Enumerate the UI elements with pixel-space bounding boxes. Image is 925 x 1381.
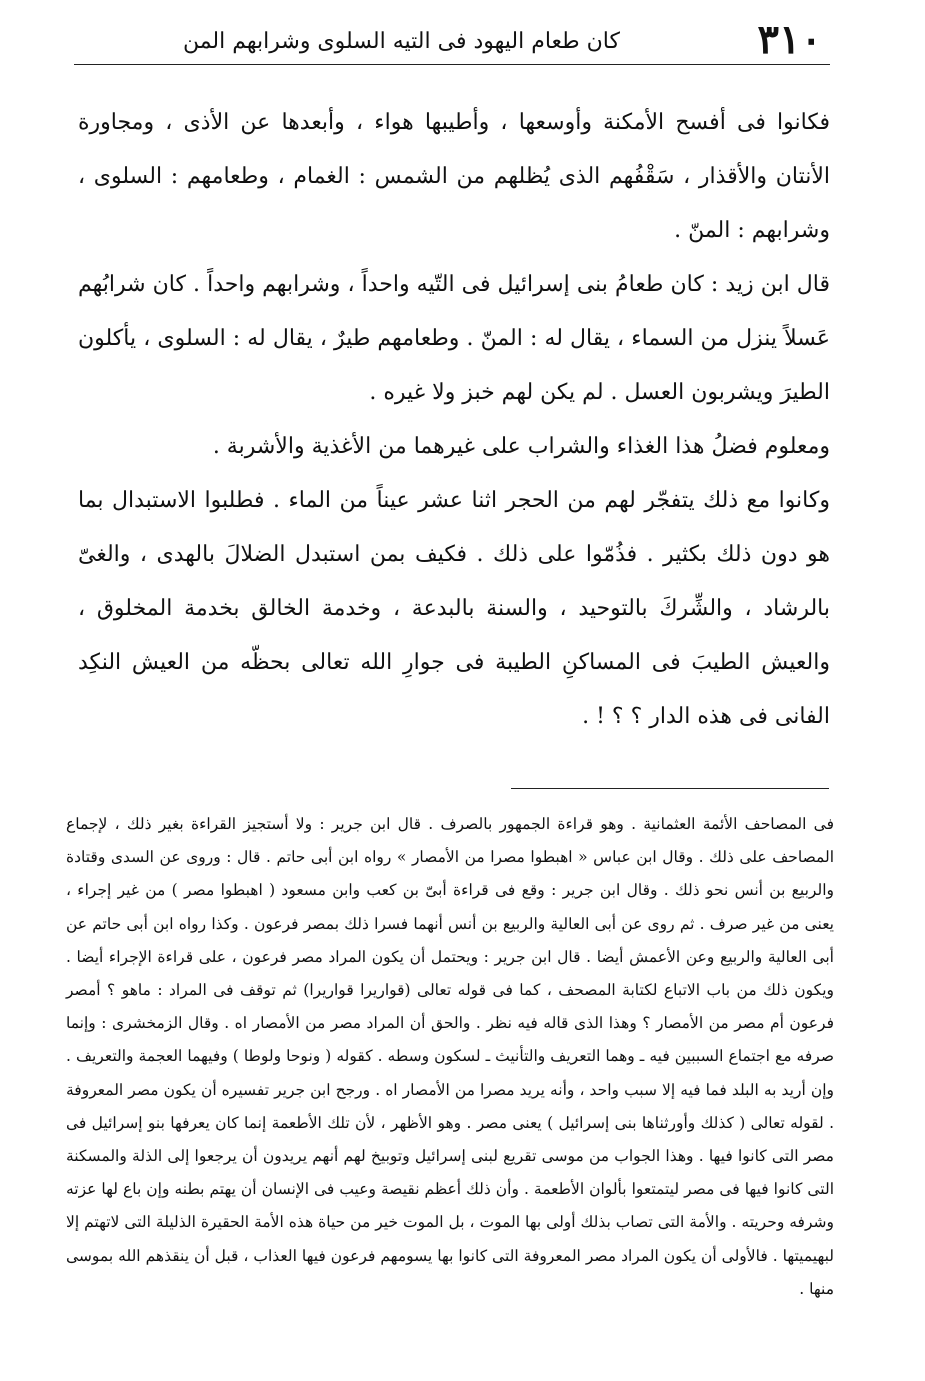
body-paragraph: وكانوا مع ذلك يتفجّر لهم من الحجر اثنا عشر عيناً من الماء . فطلبوا الاستبدال بما هو دون ذلك بكثير . فذُمّوا على ذلك . فكيف بمن استبدل الضلالَ بالهدى ، والغىّ بالرشاد ، والشِّركَ بالتوحيد ، والسنة بالبدعة ، وخدمة الخالق بخدمة المخلوق ، والعيش الطيبَ فى المساكنِ الطيبة فى جوارِ الله تعالى بحظّه من العيش النكِد الفانى فى هذه الدار ؟ ؟ ! . xyxy=(78,488,830,729)
main-text xyxy=(78,96,830,744)
body-paragraph: فكانوا فى أفسح الأمكنة وأوسعها ، وأطيبها هواء ، وأبعدها عن الأذى ، ومجاورة الأنتان والأقذار ، سَقْفُهم الذى يُظلهم من الشمس : الغمام ، وطعامهم : السلوى ، وشرابهم : المنّ . xyxy=(78,110,830,243)
body-paragraph: ومعلوم فضلُ هذا الغذاء والشراب على غيرهما من الأغذية والأشربة . xyxy=(212,434,830,459)
page-number: ٣١٠ xyxy=(757,16,822,63)
footnote-paragraph: فى المصاحف الأئمة العثمانية . وهو قراءة الجمهور بالصرف . قال ابن جرير : ولا أستجيز القراءة بغير ذلك ، لإجماع المصاحف على ذلك . وقال ابن عباس « اهبطوا مصرا من الأمصار » رواه ابن أبى حاتم . قال : وروى عن السدى وقتادة والربيع بن أنس نحو ذلك . وقال ابن جرير : وقع فى قراءة أبىّ بن كعب وابن مسعود ( اهبطوا مصر ) من غير إجراء ، يعنى من غير صرف . ثم روى عن أبى العالية والربيع بن أنس أنهما فسرا ذلك بمصر فرعون . وكذا رواه ابن أبى حاتم عن أبى العالية والربيع وعن الأعمش أيضا . قال ابن جرير : ويحتمل أن يكون المراد مصر فرعون ، على قراءة الإجراء أيضا . ويكون ذلك من باب الاتباع لكتابة المصحف ، كما فى قوله تعالى (قواريرا قواريرا) ثم توقف فى المراد : ماهو ؟ أمصر فرعون أم مصر من الأمصار ؟ وهذا الذى قاله فيه نظر . والحق أن المراد مصر من الأمصار اه . وقال الزمخشرى : وإنما صرفه مع اجتماع السببين فيه ـ وهما التعريف والتأنيث ـ لسكون وسطه . كقوله ( ونوحا ولوطا ) وفيهما العجمة والتعريف . وإن أريد به البلد فما فيه إلا سبب واحد ، وأنه يريد مصرا من الأمصار اه . ورجح ابن جرير تفسيره أن يكون مصر المعروفة . لقوله تعالى ( كذلك وأورثناها بنى إسرائيل ) يعنى مصر . وهو الأظهر ، لأن تلك الأطعمة إنما كان يعرفها بنو إسرائيل فى مصر التى كانوا فيها . وهذا الجواب من موسى تقريع لبنى إسرائيل وتوبيخ لهم أنهم يريدون أن يرجعوا إلى الذلة والمسكنة التى كانوا فيها فى مصر ليتمتعوا بألوان الأطعمة . وأن ذلك أعظم نقيصة وعيب فى الإنسان أن يهتم بطنه وإن باع لها عزته وشرفه وحريته . والأمة التى تصاب بذلك أولى بها الموت ، بل الموت خير من حياة هذه الأمة الحقيرة الذليلة التى لاتهتم إلا لبهيميتها . فالأولى أن يكون المراد مصر المعروفة التى كانوا بها يسومهم فرعون فيها العذاب ، قبل أن ينقذهم الله بموسى منها . xyxy=(66,815,834,1298)
footnote-text xyxy=(66,808,834,1306)
running-title: كان طعام اليهود فى التيه السلوى وشرابهم المن xyxy=(182,29,620,54)
page-header xyxy=(74,14,830,65)
body-paragraph: قال ابن زيد : كان طعامُ بنى إسرائيل فى التّيه واحداً ، وشرابهم واحداً . كان شرابُهم عَسلاً ينزل من السماء ، يقال له : المنّ . وطعامهم طيرٌ ، يقال له : السلوى ، يأكلون الطيرَ ويشربون العسل . لم يكن لهم خبز ولا غيره . xyxy=(78,272,830,405)
footnote-divider xyxy=(511,788,829,789)
